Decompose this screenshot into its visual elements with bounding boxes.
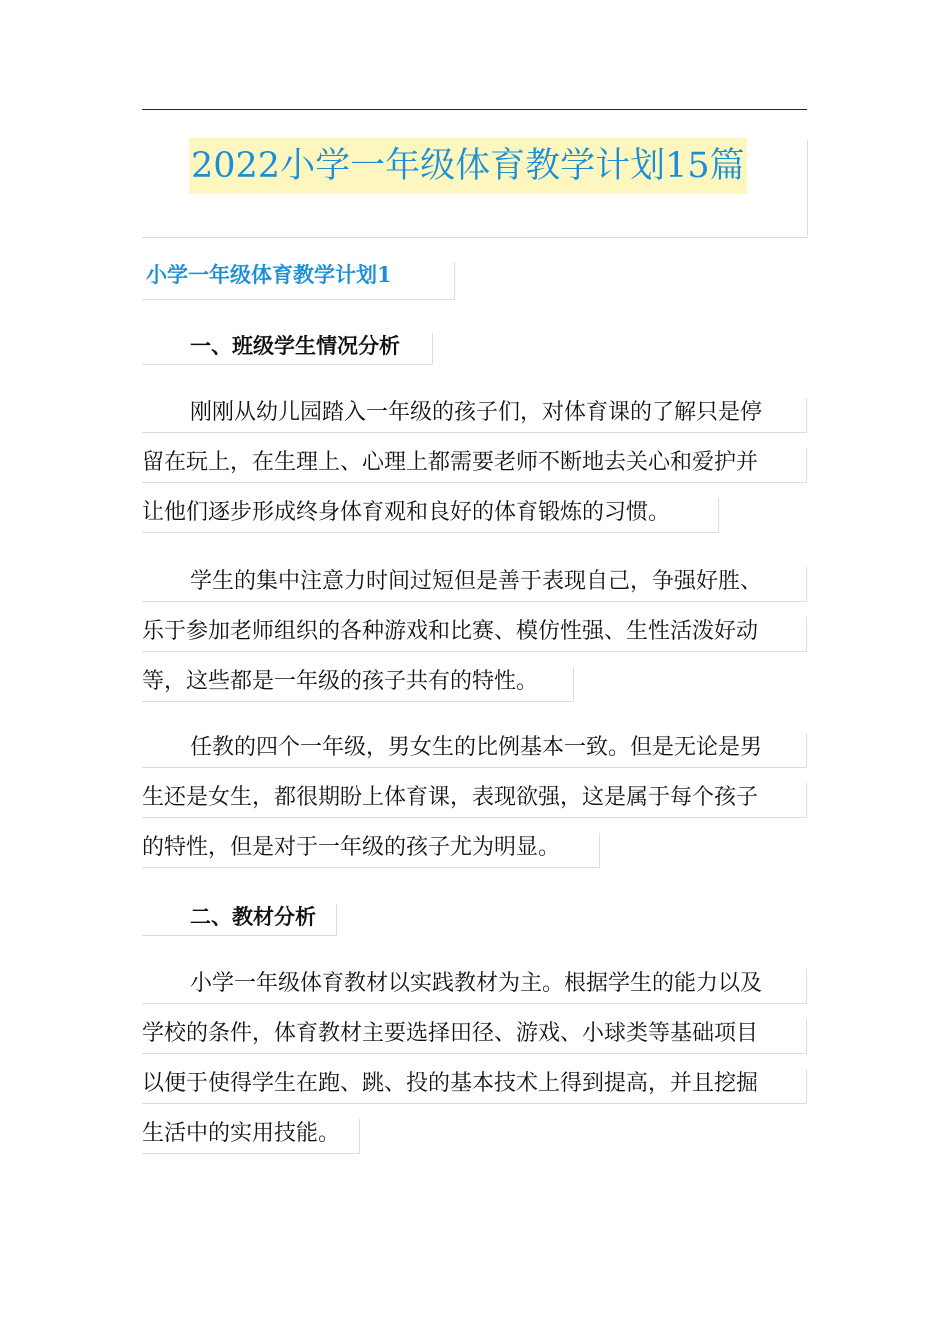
paragraph-line: 乐于参加老师组织的各种游戏和比赛、模仿性强、生性活泼好动 [142,619,759,644]
paragraph-line: 让他们逐步形成终身体育观和良好的体育锻炼的习惯。 [142,500,671,525]
section-subtitle: 小学一年级体育教学计划1 [146,262,392,287]
top-rule [142,109,807,110]
paragraph-line: 的特性，但是对于一年级的孩子尤为明显。 [142,835,561,860]
paragraph-line: 留在玩上，在生理上、心理上都需要老师不断地去关心和爱护并 [142,450,759,475]
paragraph-line: 刚刚从幼儿园踏入一年级的孩子们，对体育课的了解只是停 [190,400,763,425]
paragraph-line: 以便于使得学生在跑、跳、投的基本技术上得到提高，并且挖掘 [142,1071,759,1096]
paragraph-line: 任教的四个一年级，男女生的比例基本一致。但是无论是男 [190,735,763,760]
paragraph-line: 小学一年级体育教材以实践教材为主。根据学生的能力以及 [190,971,763,996]
document-title: 2022小学一年级体育教学计划15篇 [189,138,747,194]
paragraph-line: 生还是女生，都很期盼上体育课，表现欲强，这是属于每个孩子 [142,785,759,810]
paragraph-line: 生活中的实用技能。 [142,1121,341,1146]
section-heading-2: 二、教材分析 [190,905,316,929]
paragraph-line: 学校的条件，体育教材主要选择田径、游戏、小球类等基础项目 [142,1021,759,1046]
paragraph-line: 等，这些都是一年级的孩子共有的特性。 [142,669,539,694]
paragraph-line: 学生的集中注意力时间过短但是善于表现自己，争强好胜、 [190,569,763,594]
section-heading-1: 一、班级学生情况分析 [190,334,400,358]
